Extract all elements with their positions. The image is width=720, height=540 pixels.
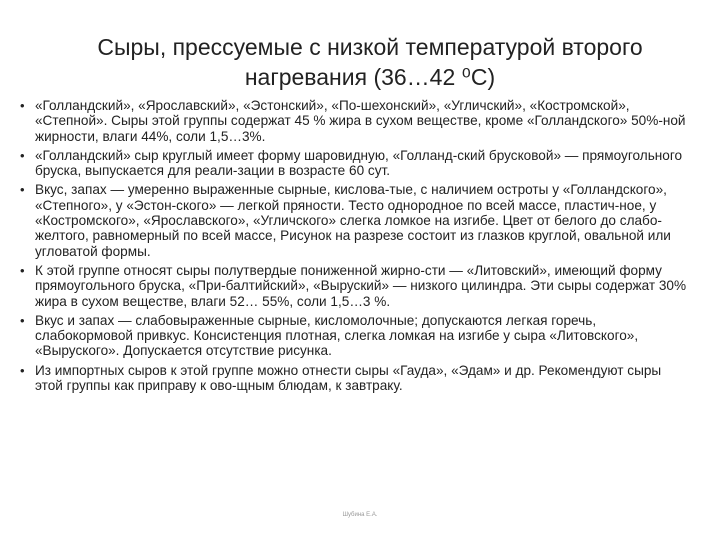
footer-author: Шубина Е.А. [342, 512, 378, 518]
slide-title: Сыры, прессуемые с низкой температурой второго нагревания (36…42 ⁰С) [97, 34, 643, 90]
list-item-text: «Голландский», «Ярославский», «Эстонский», «По-шехонский», «Угличский», «Костромской», «Степной». Сыры этой группы содержат 45 % жира в сухом веществе, кроме «Голландского» 50%-ной жирности, влаги 44%, соли 1,5…3%. [35, 98, 686, 144]
list-item [20, 313, 692, 359]
list-item-text: «Голландский» сыр круглый имеет форму шаровидную, «Голланд-ский брусковой» — прямоугольного бруска, выпускается для реали-зации в возрасте 60 сут. [35, 147, 683, 179]
bullet-icon: • [20, 98, 25, 113]
list-item-text: К этой группе относят сыры полутвердые пониженной жирно-сти — «Литовский», имеющий форму прямоугольного бруска, «При-балтийский», «Выруский» — низкого цилиндра. Эти сыры содержат 30% жира в сухом веществе, влаги 52… 55%, соли 1,5…3 %. [35, 262, 687, 309]
list-item [20, 182, 692, 258]
list-item [20, 263, 692, 309]
list-item-text: Из импортных сыров к этой группе можно отнести сыры «Гауда», «Эдам» и др. Рекомендуют сыры этой группы как приправу к ово-щным блюдам, к завтраку. [35, 362, 662, 394]
bullet-icon: • [20, 262, 25, 278]
bullet-icon: • [20, 182, 25, 198]
list-item [20, 98, 692, 144]
bullet-icon: • [20, 147, 25, 163]
bullet-icon: • [20, 362, 25, 378]
bullet-icon: • [20, 312, 25, 328]
list-item [20, 148, 692, 179]
list-item-text: Вкус, запах — умеренно выраженные сырные, кислова-тые, с наличием остроты у «Голландского», «Степного», у «Эстон-ского» — легкой пряности. Тесто однородное по всей массе, пластич-ное, у «Костромского», «Ярославского», «Угличского» слегка ломкое на изгибе. Цвет от белого до слабо-желтого, равномерный по всей массе, Рисунок на разрезе состоит из глазков круглой, овальной или угловатой формы. [35, 182, 671, 259]
bullet-list [20, 98, 692, 397]
list-item-text: Вкус и запах — слабовыраженные сырные, кисломолочные; допускаются легкая горечь, слабокормовой привкус. Консистенция плотная, слегка ломкая на изгибе у сыра «Литовского», «Выруского». Допускается отсутствие рисунка. [35, 312, 639, 359]
list-item [20, 363, 692, 394]
